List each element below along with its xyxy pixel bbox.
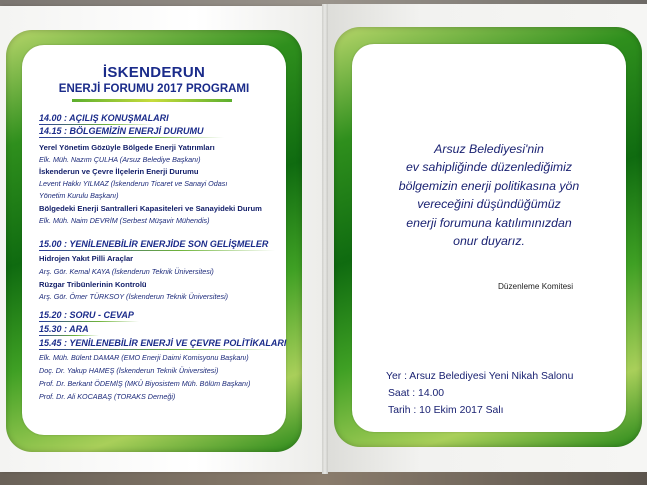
- program-item: Hidrojen Yakıt Pilli Araçlar: [39, 254, 134, 263]
- item-underline: [39, 349, 275, 350]
- program-item: İskenderun ve Çevre İlçelerin Enerji Durumu: [39, 167, 199, 176]
- program-item: Elk. Müh. Naim DEVRİM (Serbest Müşavir Mühendis): [39, 216, 210, 225]
- item-underline: [39, 124, 154, 125]
- message-line: Arsuz Belediyesi'nin: [434, 142, 544, 156]
- program-item: Levent Hakkı YILMAZ (İskenderun Ticaret ve Sanayi Odası: [39, 179, 228, 188]
- organizing-committee: Düzenleme Komitesi: [498, 282, 574, 291]
- program-item: 14.15 : BÖLGEMİZİN ENERJİ DURUMU: [39, 126, 204, 136]
- message-line: ev sahipliğinde düzenlediğimiz: [405, 160, 573, 175]
- program-item: Arş. Gör. Kemal KAYA (İskenderun Teknik Üniversitesi): [39, 267, 214, 276]
- program-item: Bölgedeki Enerji Santralleri Kapasiteleri ve Sanayideki Durum: [39, 204, 262, 213]
- program-item: Prof. Dr. Berkant ÖDEMİŞ (MKÜ Biyosistem Müh. Bölüm Başkanı): [39, 379, 251, 388]
- message-line: enerji forumuna katılımınızdan: [406, 215, 572, 230]
- program-item: 14.00 : AÇILIŞ KONUŞMALARI: [39, 113, 169, 123]
- program-item: Elk. Müh. Nazım ÇULHA (Arsuz Belediye Başkanı): [39, 155, 201, 164]
- program-title-city: İSKENDERUN: [102, 64, 206, 81]
- item-underline: [39, 321, 139, 322]
- program-title: ENERJİ FORUMU 2017 PROGRAMI: [58, 83, 250, 95]
- item-underline: [39, 137, 224, 138]
- invitation-message: [352, 140, 626, 250]
- program-item: Yerel Yönetim Gözüyle Bölgede Enerji Yatırımları: [39, 143, 215, 152]
- brochure-fold: [322, 4, 328, 474]
- program-item: Doç. Dr. Yakup HAMEŞ (İskenderun Teknik Üniversitesi): [39, 366, 219, 375]
- program-item: Yönetim Kurulu Başkanı): [39, 191, 119, 200]
- program-item: 15.45 : YENİLENEBİLİR ENERJİ VE ÇEVRE POLİTİKALARI: [39, 338, 287, 348]
- event-date: Tarih : 10 Ekim 2017 Salı: [388, 405, 504, 416]
- program-item: 15.00 : YENİLENEBİLİR ENERJİDE SON GELİŞMELER: [39, 239, 269, 249]
- program-item: 15.30 : ARA: [39, 324, 89, 334]
- title-underline: [72, 99, 232, 102]
- program-item: Rüzgar Tribünlerinin Kontrolü: [39, 280, 147, 289]
- program-item: Arş. Gör. Ömer TÜRKSOY (İskenderun Teknik Üniversitesi): [39, 292, 229, 301]
- message-line: vereceğini düşündüğümüz: [417, 197, 561, 212]
- event-time: Saat : 14.00: [388, 388, 445, 399]
- program-item: Elk. Müh. Bülent DAMAR (EMO Enerji Daimi Komisyonu Başkanı): [39, 353, 249, 362]
- program-item: 15.20 : SORU - CEVAP: [39, 310, 134, 320]
- item-underline: [39, 335, 99, 336]
- item-underline: [39, 250, 275, 251]
- program-item: Prof. Dr. Ali KOCABAŞ (TORAKS Derneği): [39, 392, 176, 401]
- event-location: Yer : Arsuz Belediyesi Yeni Nikah Salonu: [386, 371, 574, 382]
- message-line: onur duyarız.: [453, 234, 525, 249]
- message-line: bölgemizin enerji politikasına yön: [398, 178, 580, 193]
